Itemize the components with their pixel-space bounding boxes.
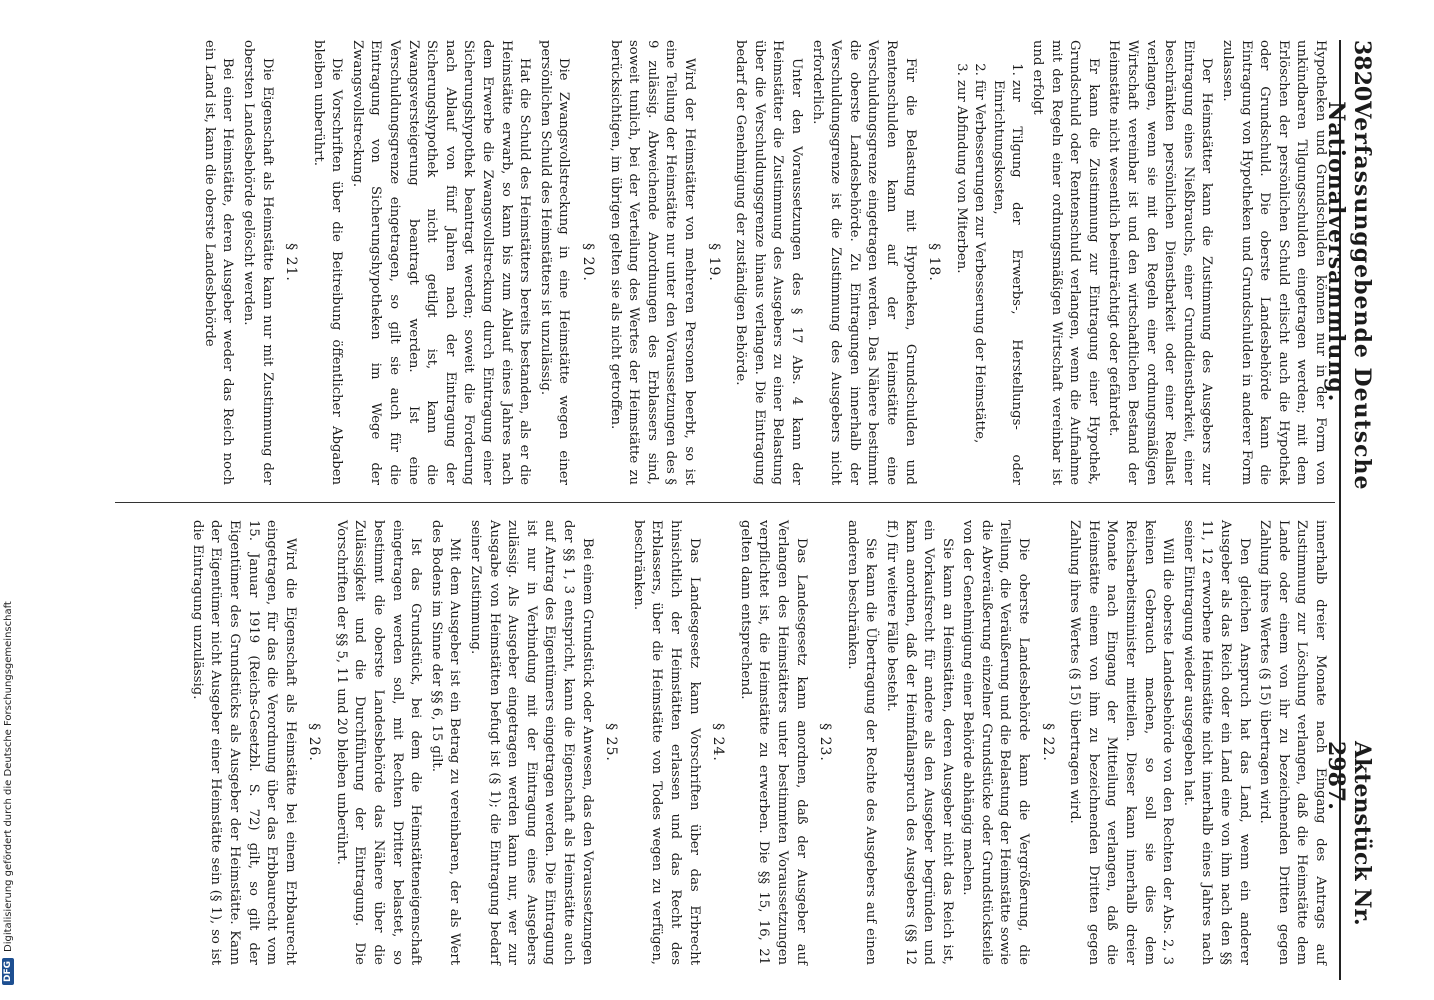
paragraph: Will die oberste Landesbehörde von den Rechten der Abs. 2, 3 keinen Gebrauch machen, so soll sie dies dem Reichsarbeitsminister mitteilen. Dieser kann innerhalb dreier Monate nach Eingang der Mitteilung verlangen, daß die Heimstätte einem von ihm zu bezeichnenden Dritten gegen Zahlung ihres Wertes (§ 15) übertragen wird. bbox=[1067, 520, 1176, 965]
paragraph: Er kann die Zustimmung zur Eintragung einer Hypothek, Grundschuld oder Rentenschuld verlangen, wenn die Aufnahme mit den Regeln einer ordnungsmäßigen Wirtschaft vereinbar ist und erfolgt bbox=[1030, 40, 1101, 485]
left-column bbox=[89, 40, 1329, 485]
list-item: 1. zur Tilgung der Erwerbs-, Herstellungs- oder Einrichtungskosten, bbox=[988, 80, 1025, 485]
right-column bbox=[89, 520, 1329, 965]
paragraph: innerhalb dreier Monate nach Eingang des Antrags auf Zustimmung zur Löschung verlangen, daß die Heimstätte dem Lande oder einem von ihr zu bezeichnenden Dritten gegen Zahlung ihres Wertes (§ 15) übertragen wird. bbox=[1257, 520, 1328, 965]
paragraph: Bei einer Heimstätte, deren Ausgeber weder das Reich noch ein Land ist, kann die oberste Landesbehörde bbox=[201, 40, 236, 485]
section-heading: § 24. bbox=[710, 723, 727, 762]
section-heading: § 23. bbox=[817, 723, 834, 762]
digitization-footer bbox=[2, 601, 14, 985]
paragraph: Sie kann die Übertragung der Rechte des Ausgebers auf einen anderen beschränken. bbox=[844, 520, 879, 965]
section-heading: § 20. bbox=[580, 243, 597, 282]
paragraph: Das Landesgesetz kann anordnen, daß der Ausgeber auf Verlangen des Heimstätters unter bestimmten Voraussetzungen verpflichtet ist, die Heimstätte zu erwerben. Die §§ 15, 16, 21 gelten dann entsprechend. bbox=[737, 520, 809, 965]
paragraph: Den gleichen Anspruch hat das Land, wenn ein anderer Ausgeber als das Reich oder ein Land eine von ihm nach den §§ 11, 12 erworbene Heimstätte nicht innerhalb eines Jahres nach seiner Eintragung wieder ausgegeben hat. bbox=[1180, 520, 1252, 965]
list-item: 3. zur Abfindung von Miterben. bbox=[951, 80, 970, 485]
paragraph: Für die Belastung mit Hypotheken, Grundschulden und Rentenschulden kann auf der Heimstätte eine Verschuldungsgrenze eingetragen werden. Das Nähere bestimmt die oberste Landesbehörde. Zu Eintragungen innerhalb der Verschuldungsgrenze ist die Zustimmung des Ausgebers nicht erforderlich. bbox=[809, 40, 918, 485]
paragraph: Die Eigenschaft als Heimstätte kann nur mit Zustimmung der obersten Landesbehörde gelöscht werden. bbox=[240, 40, 275, 485]
paragraph: Hat die Schuld des Heimstätters bereits bestanden, als er die Heimstätte erwarb, so kann bis zum Ablauf eines Jahres nach dem Erwerbe die Zwangsvollstreckung durch Eintragung einer Sicherungshypothek beantragt werden; soweit die Forderung nach Ablauf von fünf Jahren nach der Eintragung der Sicherungshypothek nicht getilgt ist, kann die Zwangsversteigerung beantragt werden. Ist eine Verschuldungsgrenze eingetragen, so gilt sie auch für die Eintragung von Sicherungshypotheken im Wege der Zwangsvollstreckung. bbox=[349, 40, 533, 485]
section-heading: § 25. bbox=[603, 723, 620, 762]
enumerated-list bbox=[951, 40, 1025, 485]
paragraph: Hypotheken und Grundschulden können nur in der Form von unkündbaren Tilgungsschulden eingetragen werden; mit dem Erlöschen der persönlichen Schuld erlischt auch die Hypothek oder Grundschuld. Die oberste Landesbehörde kann die Eintragung von Hypotheken und Grundschulden in anderer Form zulassen. bbox=[1220, 40, 1328, 485]
section-heading: § 19. bbox=[705, 243, 722, 282]
section-heading: § 18. bbox=[926, 243, 943, 282]
paragraph: Die Zwangsvollstreckung in eine Heimstätte wegen einer persönlichen Schuld des Heimstätters ist unzulässig. bbox=[537, 40, 572, 485]
paragraph: Mit dem Ausgeber ist ein Betrag zu vereinbaren, der als Wert des Bodens im Sinne der §§ 6, 15 gilt. bbox=[428, 520, 463, 965]
document-page bbox=[75, 40, 1375, 980]
paragraph: Die Vorschriften über die Beitreibung öffentlicher Abgaben bleiben unberührt. bbox=[310, 40, 345, 485]
paragraph: Die oberste Landesbehörde kann die Vergrößerung, die Teilung, die Veräußerung und die Belastung der Heimstätte sowie die Abveräußerung einzelner Grundstücke oder Grundstücksteile von der Genehmigung einer Behörde abhängig machen. bbox=[960, 520, 1032, 965]
page-number: 3820 bbox=[1349, 40, 1375, 102]
paragraph: Unter den Voraussetzungen des § 17 Abs. 4 kann der Heimstätter die Zustimmung des Ausgebers zu einer Belastung über die Verschuldungsgrenze hinaus verlangen. Die Eintragung bedarf der Genehmigung der zuständigen Behörde. bbox=[733, 40, 804, 485]
document-number: Aktenstück Nr. 2987. bbox=[1323, 740, 1375, 926]
page-header bbox=[1323, 40, 1375, 980]
dfg-logo: DFG bbox=[2, 958, 14, 985]
page-title: Verfassunggebende Deutsche Nationalversammlung. bbox=[1323, 101, 1375, 491]
paragraph: Wird der Heimstätter von mehreren Personen beerbt, so ist eine Teilung der Heimstätte nur unter den Voraussetzungen des § 9 zulässig. Abweichende Anordnungen des Erblassers sind, soweit tunlich, bei der Verteilung des Wertes der Heimstätte zu berücksichtigen, im übrigen gelten sie als nicht getroffen. bbox=[607, 40, 697, 485]
paragraph: Bei einem Grundstück oder Anwesen, das den Voraussetzungen der §§ 1, 3 entspricht, kann die Eigenschaft als Heimstätte auch auf Antrag des Eigentümers eingetragen werden. Die Eintragung ist nur in Verbindung mit der Eintragung eines Ausgebers zulässig. Als Ausgeber eingetragen werden kann nur, wer zur Ausgabe von Heimstätten befugt ist (§ 1); die Eintragung bedarf seiner Zustimmung. bbox=[468, 520, 595, 965]
paragraph: Der Heimstätter kann die Zustimmung des Ausgebers zur Eintragung eines Nießbrauchs, einer Grunddienstbarkeit, einer beschränkten persönlichen Dienstbarkeit oder einer Reallast verlangen, wenn sie mit den Regeln einer ordnungsmäßigen Wirtschaft vereinbar ist und den wirtschaftlichen Bestand der Heimstätte nicht wesentlich beeinträchtigt oder gefährdet. bbox=[1106, 40, 1215, 485]
list-item: 2. für Verbesserungen zur Verbesserung der Heimstätte, bbox=[970, 80, 989, 485]
column-divider bbox=[115, 502, 1335, 503]
paragraph: Wird die Eigenschaft als Heimstätte bei einem Erbbaurecht eingetragen, für das die Verordnung über das Erbbaurecht vom 15. Januar 1919 (Reichs-Gesetzbl. S. 72) gilt, so gilt der Eigentümer des Grundstücks als Ausgeber der Heimstätte. Kann der Eigentümer nicht Ausgeber einer Heimstätte sein (§ 1), so ist die Eintragung unzulässig. bbox=[189, 520, 298, 965]
paragraph: Das Landesgesetz kann Vorschriften über das Erbrecht hinsichtlich der Heimstätten erlassen und das Recht des Erblassers, über die Heimstätte von Todes wegen zu verfügen, beschränken. bbox=[630, 520, 702, 965]
paragraph: Sie kann an Heimstätten, deren Ausgeber nicht das Reich ist, ein Vorkaufsrecht für andere als den Ausgeber begründen und kann anordnen, daß der Heimfallanspruch des Ausgebers (§§ 12 ff.) für weitere Fälle besteht. bbox=[883, 520, 955, 965]
paragraph: Ist das Grundstück, bei dem die Heimstätteneigenschaft eingetragen werden soll, mit Rechten Dritter belastet, so bestimmt die oberste Landesbehörde das Nähere über die Zulässigkeit und die Durchführung der Eintragung. Die Vorschriften der §§ 5, 11 und 20 bleiben unberührt. bbox=[333, 520, 424, 965]
section-heading: § 22. bbox=[1039, 723, 1056, 762]
section-heading: § 21. bbox=[283, 243, 300, 282]
footer-text: Digitalisierung gefördert durch die Deutsche Forschungsgemeinschaft bbox=[2, 601, 14, 952]
section-heading: § 26. bbox=[306, 723, 323, 762]
